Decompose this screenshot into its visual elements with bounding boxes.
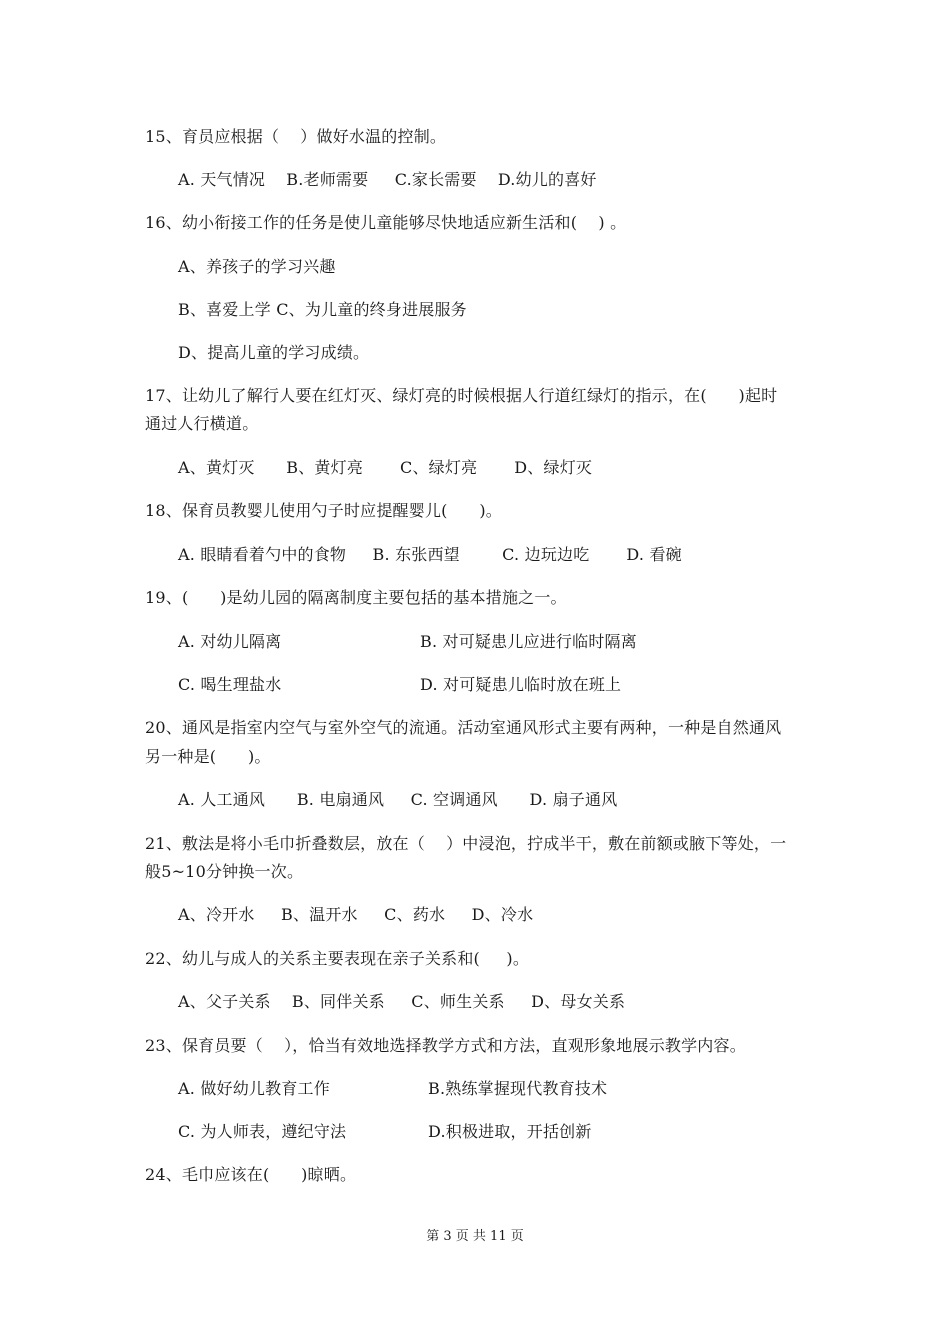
question-19-option-b: B. 对可疑患儿应进行临时隔离 bbox=[420, 632, 637, 651]
question-16-option-a: A、养孩子的学习兴趣 bbox=[178, 257, 336, 276]
question-23-option-a: A. 做好幼儿教育工作 bbox=[178, 1079, 330, 1098]
question-15-options: A. 天气情况 B.老师需要 C.家长需要 D.幼儿的喜好 bbox=[178, 170, 597, 189]
question-20-stem-line1: 20、通风是指室内空气与室外空气的流通。活动室通风形式主要有两种，一种是自然通风 bbox=[145, 718, 782, 737]
question-18-stem: 18、保育员教婴儿使用勺子时应提醒婴儿( )。 bbox=[145, 501, 502, 520]
question-21-options: A、冷开水 B、温开水 C、药水 D、冷水 bbox=[178, 905, 534, 924]
question-22-options: A、父子关系 B、同伴关系 C、师生关系 D、母女关系 bbox=[178, 992, 626, 1011]
question-19-option-c: C. 喝生理盐水 bbox=[178, 675, 282, 694]
question-23-option-c: C. 为人师表，遵纪守法 bbox=[178, 1122, 347, 1141]
question-23-option-d: D.积极进取，开括创新 bbox=[428, 1122, 592, 1141]
question-24-stem: 24、毛巾应该在( )晾晒。 bbox=[145, 1165, 357, 1184]
page-number-footer: 第 3 页 共 11 页 bbox=[426, 1229, 524, 1244]
question-18-options: A. 眼睛看着勺中的食物 B. 东张西望 C. 边玩边吃 D. 看碗 bbox=[178, 545, 682, 564]
question-16-stem: 16、幼小衔接工作的任务是使儿童能够尽快地适应新生活和( ) 。 bbox=[145, 213, 627, 232]
question-22-stem: 22、幼儿与成人的关系主要表现在亲子关系和( )。 bbox=[145, 949, 530, 968]
question-17-options: A、黄灯灭 B、黄灯亮 C、绿灯亮 D、绿灯灭 bbox=[178, 458, 593, 477]
question-23-option-b: B.熟练掌握现代教育技术 bbox=[428, 1079, 608, 1098]
question-19-option-d: D. 对可疑患儿临时放在班上 bbox=[420, 675, 622, 694]
question-20-options: A. 人工通风 B. 电扇通风 C. 空调通风 D. 扇子通风 bbox=[178, 790, 618, 809]
question-21-stem-line1: 21、敷法是将小毛巾折叠数层，放在（ ）中浸泡，拧成半干，敷在前额或腋下等处，一 bbox=[145, 834, 787, 853]
question-16-option-bc: B、喜爱上学 C、为儿童的终身进展服务 bbox=[178, 300, 467, 319]
question-17-stem-line2: 通过人行横道。 bbox=[145, 414, 259, 433]
question-15-stem: 15、育员应根据（ ）做好水温的控制。 bbox=[145, 127, 447, 146]
question-20-stem-line2: 另一种是( )。 bbox=[145, 747, 271, 766]
question-17-stem-line1: 17、让幼儿了解行人要在红灯灭、绿灯亮的时候根据人行道红绿灯的指示，在( )起时 bbox=[145, 386, 778, 405]
question-23-stem: 23、保育员要（ ），恰当有效地选择教学方式和方法，直观形象地展示教学内容。 bbox=[145, 1036, 746, 1055]
question-19-stem: 19、( )是幼儿园的隔离制度主要包括的基本措施之一。 bbox=[145, 588, 567, 607]
question-19-option-a: A. 对幼儿隔离 bbox=[178, 632, 282, 651]
question-21-stem-line2: 般5~10分钟换一次。 bbox=[145, 862, 304, 881]
question-16-option-d: D、提高儿童的学习成绩。 bbox=[178, 343, 370, 362]
